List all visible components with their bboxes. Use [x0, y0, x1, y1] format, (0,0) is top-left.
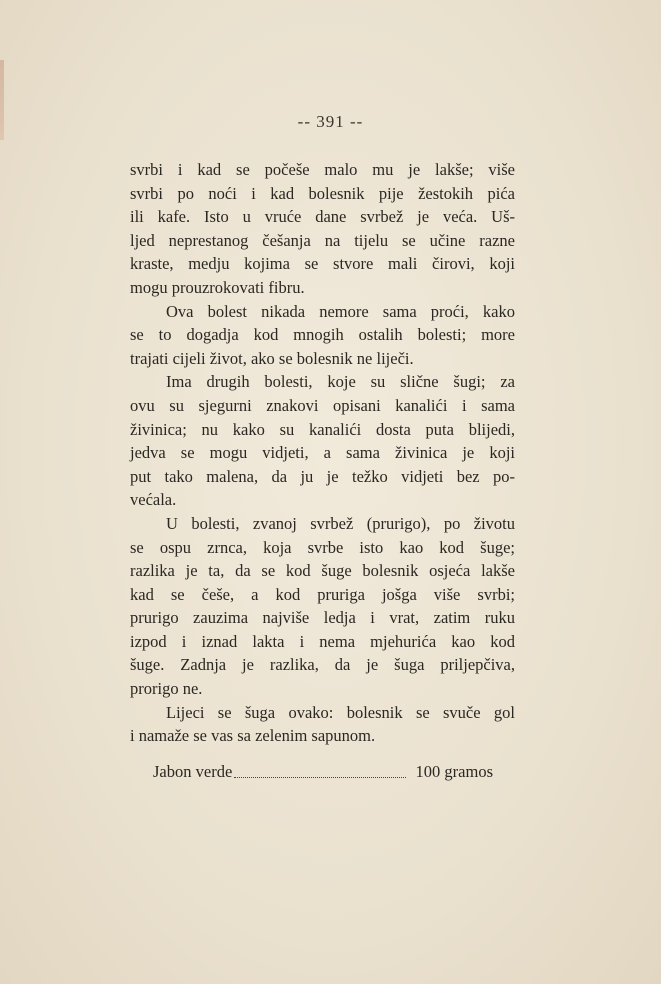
page-number: -- 391 -- — [297, 112, 364, 131]
text-line: i namaže se vas sa zelenim sapunom. — [130, 726, 376, 746]
text-line: razlika je ta, da se kod šuge bolesnik osjeća lakše — [130, 561, 515, 581]
body-text — [130, 158, 515, 748]
text-line: izpod i iznad lakta i nema mjehurića kao kod — [130, 631, 515, 651]
text-line: ili kafe. Isto u vruće dane svrbež je veća. Uš- — [130, 207, 515, 227]
paragraph — [130, 701, 515, 748]
text-line: put tako malena, da ju je težko vidjeti bez po- — [130, 466, 515, 486]
text-line: većala. — [130, 490, 177, 510]
text-line: šuge. Zadnja je razlika, da je šuga priljepčiva, — [130, 655, 515, 675]
text-line: mogu prouzrokovati fibru. — [130, 277, 305, 297]
text-line: svrbi po noći i kad bolesnik pije žestokih pića — [130, 183, 515, 203]
text-line: kraste, medju kojima se stvore mali čirovi, koji — [130, 254, 515, 274]
text-line: ovu su sjegurni znakovi opisani kanalići i sama — [130, 395, 515, 415]
text-line: živinica; nu kako su kanalići dosta puta blijedi, — [130, 419, 515, 439]
text-line: prorigo ne. — [130, 679, 203, 699]
paragraph — [130, 300, 515, 371]
text-line: U bolesti, zvanoj svrbež (prurigo), po životu — [166, 513, 515, 533]
text-line: prurigo zauzima najviše ledja i vrat, zatim ruku — [130, 608, 515, 628]
text-line: se ospu zrnca, koja svrbe isto kao kod šuge; — [130, 537, 515, 557]
text-line: kad se češe, a kod pruriga jošga više svrbi; — [130, 584, 515, 604]
recipe-line — [153, 760, 493, 784]
text-line: se to dogadja kod mnogih ostalih bolesti; more — [130, 325, 515, 345]
text-line: Ova bolest nikada nemore sama proći, kako — [166, 301, 515, 321]
paragraph — [130, 370, 515, 512]
text-line: trajati cijeli život, ako se bolesnik ne liječi. — [130, 348, 414, 368]
text-line: svrbi i kad se počeše malo mu je lakše; više — [130, 160, 515, 179]
recipe-ingredient: Jabon verde — [153, 762, 233, 781]
text-line: Lijeci se šuga ovako: bolesnik se svuče gol — [166, 702, 515, 722]
paragraph — [130, 512, 515, 701]
recipe-amount: 100 gramos — [415, 762, 493, 781]
paragraph — [130, 158, 515, 300]
dot-leader — [234, 760, 405, 778]
text-line: Ima drugih bolesti, koje su slične šugi; za — [166, 372, 515, 392]
text-line: ljed neprestanog češanja na tijelu se učine razne — [130, 230, 515, 250]
text-line: jedva se mogu vidjeti, a sama živinica je koji — [130, 443, 515, 463]
